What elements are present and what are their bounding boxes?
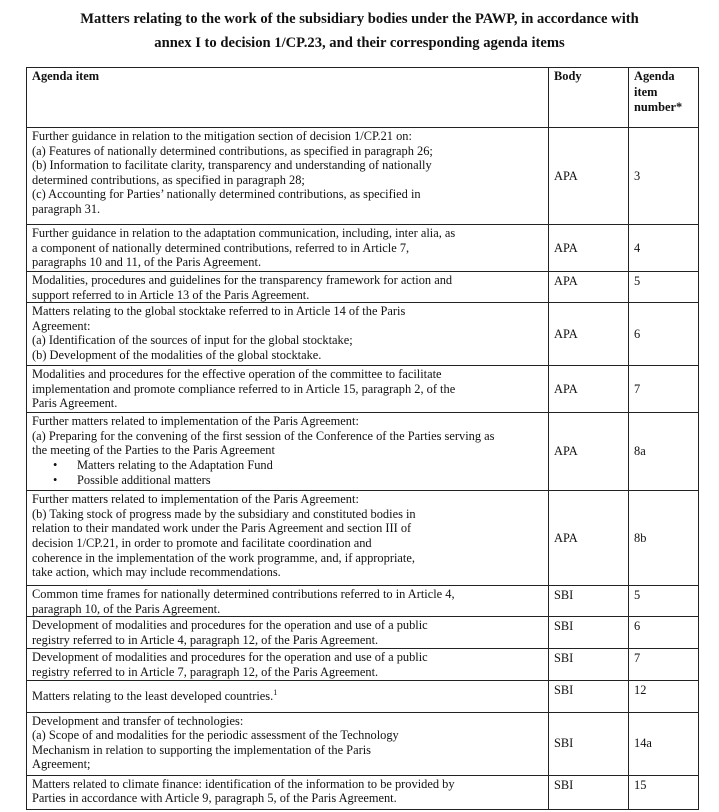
agenda-item-text: support referred to in Article 13 of the Paris Agreement. — [32, 287, 310, 302]
body-cell: SBI — [549, 586, 629, 617]
agenda-item-text: (b) Information to facilitate clarity, transparency and understanding of nationally — [32, 158, 432, 173]
body-cell: SBI — [549, 775, 629, 809]
agenda-item-cell — [27, 366, 549, 413]
agenda-item-text: (a) Features of nationally determined contributions, as specified in paragraph 26; — [32, 143, 433, 158]
agenda-item-text: (c) Accounting for Parties’ nationally determined contributions, as specified in — [32, 187, 421, 202]
agenda-item-text: Parties in accordance with Article 9, paragraph 5, of the Paris Agreement. — [32, 791, 397, 806]
table-row — [27, 491, 699, 586]
agenda-item-cell — [27, 775, 549, 809]
agenda-item-cell — [27, 128, 549, 225]
table-row — [27, 586, 699, 617]
body-cell: APA — [549, 413, 629, 491]
list-item: • Possible additional matters — [32, 473, 544, 488]
table-row — [27, 649, 699, 680]
body-cell: SBI — [549, 712, 629, 775]
agenda-item-text: registry referred to in Article 7, paragraph 12, of the Paris Agreement. — [32, 664, 379, 679]
body-cell: APA — [549, 272, 629, 303]
table-row — [27, 413, 699, 491]
agenda-item-text: the meeting of the Parties to the Paris Agreement — [32, 443, 275, 458]
table-row — [27, 680, 699, 712]
header-number-line: number* — [634, 100, 683, 114]
agenda-item-text: (a) Preparing for the convening of the first session of the Conference of the Parties serving as — [32, 428, 495, 443]
agenda-item-text: coherence in the implementation of the work programme, and, if appropriate, — [32, 550, 415, 565]
agenda-item-text: Mechanism in relation to supporting the implementation of the Paris — [32, 742, 371, 757]
agenda-item-cell — [27, 680, 549, 712]
agenda-item-text: (b) Taking stock of progress made by the subsidiary and constituted bodies in — [32, 506, 416, 521]
agenda-item-cell — [27, 225, 549, 272]
body-cell: SBI — [549, 680, 629, 712]
agenda-number-cell: 6 — [629, 303, 699, 366]
agenda-number-cell: 4 — [629, 225, 699, 272]
table-row — [27, 272, 699, 303]
table-row — [27, 775, 699, 809]
agenda-number-cell: 7 — [629, 366, 699, 413]
header-number-line: item — [634, 84, 658, 99]
agenda-item-cell — [27, 617, 549, 649]
agenda-item-cell — [27, 303, 549, 366]
body-cell: SBI — [549, 617, 629, 649]
agenda-number-cell: 5 — [629, 272, 699, 303]
agenda-item-text: Further guidance in relation to the mitigation section of decision 1/CP.21 on: — [32, 129, 412, 143]
agenda-number-cell: 7 — [629, 649, 699, 680]
body-cell: APA — [549, 366, 629, 413]
agenda-number-cell: 12 — [629, 680, 699, 712]
agenda-item-text: (a) Identification of the sources of input for the global stocktake; — [32, 333, 353, 348]
body-cell: APA — [549, 491, 629, 586]
header-agenda-item-number — [629, 68, 699, 128]
agenda-item-text: (a) Scope of and modalities for the periodic assessment of the Technology — [32, 728, 399, 743]
agenda-item-text: registry referred to in Article 4, paragraph 12, of the Paris Agreement. — [32, 632, 379, 647]
title-line-1: Matters relating to the work of the subsidiary bodies under the PAWP, in accordance with — [80, 11, 639, 27]
table-row — [27, 366, 699, 413]
table-row — [27, 303, 699, 366]
agenda-item-text: Further matters related to implementation of the Paris Agreement: — [32, 414, 359, 429]
header-agenda-item: Agenda item — [27, 68, 549, 128]
title-line-2: annex I to decision 1/CP.23, and their corresponding agenda items — [154, 35, 565, 51]
table-row — [27, 128, 699, 225]
body-cell: APA — [549, 225, 629, 272]
agenda-item-text: a component of nationally determined contributions, referred to in Article 7, — [32, 240, 410, 255]
agenda-item-text: Matters relating to the global stocktake referred to in Article 14 of the Paris — [32, 304, 406, 319]
agenda-item-text: Agreement; — [32, 757, 91, 772]
agenda-number-cell: 3 — [629, 128, 699, 225]
header-number-line: Agenda — [634, 69, 675, 83]
agenda-item-text: Agreement: — [32, 318, 91, 333]
table-body — [27, 128, 699, 810]
footnote-marker: 1 — [273, 688, 278, 698]
body-cell: APA — [549, 128, 629, 225]
agenda-number-cell: 8a — [629, 413, 699, 491]
agenda-item-text: Modalities, procedures and guidelines for the transparency framework for action and — [32, 273, 453, 287]
agenda-item-text: Paris Agreement. — [32, 396, 118, 411]
document-title — [0, 0, 719, 59]
body-cell: SBI — [549, 649, 629, 680]
agenda-item-text: decision 1/CP.21, in order to promote and facilitate coordination and — [32, 535, 372, 550]
header-body: Body — [549, 68, 629, 128]
agenda-number-cell: 15 — [629, 775, 699, 809]
agenda-item-text: Modalities and procedures for the effective operation of the committee to facilitate — [32, 367, 442, 382]
agenda-number-cell: 14a — [629, 712, 699, 775]
agenda-number-cell: 8b — [629, 491, 699, 586]
agenda-table — [26, 67, 699, 810]
agenda-item-cell — [27, 491, 549, 586]
agenda-item-text: paragraphs 10 and 11, of the Paris Agreement. — [32, 255, 262, 270]
list-item: • Matters relating to the Adaptation Fund — [32, 458, 544, 473]
agenda-item-text: paragraph 10, of the Paris Agreement. — [32, 601, 221, 616]
agenda-item-text: Further guidance in relation to the adaptation communication, including, inter alia, as — [32, 226, 456, 240]
body-cell: APA — [549, 303, 629, 366]
agenda-item-text: Development of modalities and procedures for the operation and use of a public — [32, 650, 428, 665]
table-header-row — [27, 68, 699, 128]
agenda-item-cell — [27, 712, 549, 775]
agenda-item-text: implementation and promote compliance referred to in Article 15, paragraph 2, of the — [32, 381, 456, 396]
agenda-item-text: paragraph 31. — [32, 201, 101, 216]
agenda-item-text: Matters relating to the least developed countries.$^1$ — [32, 688, 278, 704]
agenda-item-cell — [27, 413, 549, 491]
agenda-item-text: Common time frames for nationally determined contributions referred to in Article 4, — [32, 587, 455, 602]
table-row — [27, 225, 699, 272]
agenda-item-text: relation to their mandated work under the Paris Agreement and section III of — [32, 521, 412, 536]
agenda-item-bullets — [32, 458, 544, 487]
agenda-item-text: take action, which may include recommendations. — [32, 565, 281, 580]
agenda-item-text: Further matters related to implementation of the Paris Agreement: — [32, 492, 359, 507]
table-row — [27, 617, 699, 649]
agenda-number-cell: 5 — [629, 586, 699, 617]
agenda-item-text: (b) Development of the modalities of the global stocktake. — [32, 347, 322, 362]
table-row — [27, 712, 699, 775]
agenda-item-cell — [27, 649, 549, 680]
agenda-item-text: Development of modalities and procedures for the operation and use of a public — [32, 618, 428, 633]
agenda-item-cell — [27, 586, 549, 617]
agenda-item-text: Matters related to climate finance: identification of the information to be provided by — [32, 776, 455, 791]
agenda-item-text: determined contributions, as specified in paragraph 28; — [32, 172, 305, 187]
agenda-item-cell — [27, 272, 549, 303]
agenda-number-cell: 6 — [629, 617, 699, 649]
agenda-item-text: Development and transfer of technologies: — [32, 713, 244, 728]
